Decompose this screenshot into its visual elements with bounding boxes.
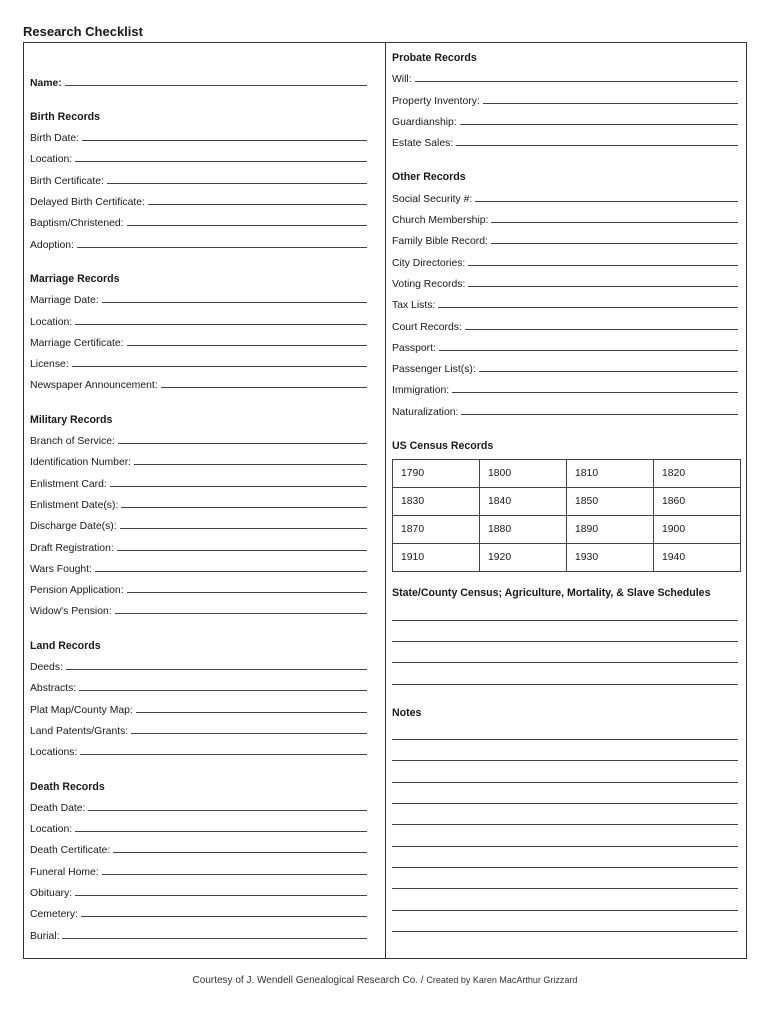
- field-label: Passport:: [392, 342, 436, 354]
- form-field[interactable]: [30, 532, 367, 553]
- field-label: Branch of Service:: [30, 436, 115, 448]
- fill-line[interactable]: [107, 183, 367, 184]
- birth-fields: [30, 123, 367, 251]
- census-row: [393, 488, 741, 516]
- fill-line[interactable]: [127, 345, 367, 346]
- form-field[interactable]: [30, 349, 367, 370]
- form-field[interactable]: [30, 737, 367, 758]
- field-label: Draft Registration:: [30, 542, 114, 554]
- fill-line[interactable]: [81, 916, 367, 917]
- fill-line[interactable]: [117, 550, 367, 551]
- census-year-cell[interactable]: 1910: [393, 544, 480, 572]
- blank-line[interactable]: [392, 719, 738, 740]
- fill-line[interactable]: [136, 712, 367, 713]
- form-field[interactable]: [30, 468, 367, 489]
- field-label: Property Inventory:: [392, 95, 480, 107]
- field-label: Immigration:: [392, 385, 450, 397]
- birth-records-heading: Birth Records: [30, 110, 101, 123]
- field-label: Land Patents/Grants:: [30, 725, 129, 737]
- field-label: License:: [30, 359, 69, 371]
- fill-line[interactable]: [72, 366, 367, 367]
- form-field[interactable]: [30, 490, 367, 511]
- other-records-heading: Other Records: [392, 171, 466, 184]
- state-census-lines: [392, 599, 738, 684]
- blank-line[interactable]: [392, 663, 738, 684]
- census-year-cell[interactable]: 1810: [567, 460, 654, 488]
- field-label: Death Certificate:: [30, 845, 111, 857]
- census-year-cell[interactable]: 1860: [654, 488, 741, 516]
- fill-line[interactable]: [161, 387, 367, 388]
- field-label: Birth Date:: [30, 133, 80, 145]
- form-field[interactable]: [392, 205, 738, 226]
- form-field[interactable]: [30, 229, 367, 250]
- blank-line[interactable]: [392, 804, 738, 825]
- form-field[interactable]: [30, 144, 367, 165]
- field-label: Tax Lists:: [392, 300, 436, 312]
- form-field[interactable]: [30, 208, 367, 229]
- field-label: Estate Sales:: [392, 138, 454, 150]
- form-field[interactable]: [392, 354, 738, 375]
- fill-line[interactable]: [120, 528, 367, 529]
- field-label: Deeds:: [30, 662, 63, 674]
- land-records-heading: Land Records: [30, 639, 101, 652]
- field-label: Location:: [30, 154, 73, 166]
- blank-line[interactable]: [392, 642, 738, 663]
- footer-courtesy: Courtesy of J. Wendell Genealogical Research Co.: [192, 975, 419, 986]
- field-label: Voting Records:: [392, 278, 466, 290]
- marriage-fields: [30, 285, 367, 391]
- fill-line[interactable]: [468, 265, 738, 266]
- form-field[interactable]: [30, 814, 367, 835]
- field-label: Abstracts:: [30, 683, 77, 695]
- field-label: Wars Fought:: [30, 563, 92, 575]
- form-field[interactable]: [392, 375, 738, 396]
- form-field[interactable]: [30, 370, 367, 391]
- fill-line[interactable]: [461, 414, 738, 415]
- fill-line[interactable]: [456, 145, 738, 146]
- name-field[interactable]: [30, 67, 367, 88]
- fill-line[interactable]: [460, 124, 738, 125]
- fill-line[interactable]: [415, 81, 738, 82]
- form-field[interactable]: [392, 64, 738, 85]
- field-label: Passenger List(s):: [392, 364, 476, 376]
- notes-lines: [392, 719, 738, 932]
- form-field[interactable]: [392, 290, 738, 311]
- fill-line[interactable]: [475, 201, 738, 202]
- census-year-cell[interactable]: 1820: [654, 460, 741, 488]
- field-label: Plat Map/County Map:: [30, 704, 133, 716]
- fill-line[interactable]: [88, 810, 367, 811]
- fill-line[interactable]: [468, 286, 738, 287]
- fill-line[interactable]: [80, 754, 367, 755]
- form-field[interactable]: [30, 285, 367, 306]
- form-field[interactable]: [392, 226, 738, 247]
- other-fields: [392, 183, 738, 417]
- page-title: Research Checklist: [23, 24, 143, 39]
- fill-line[interactable]: [75, 161, 367, 162]
- fill-line[interactable]: [131, 733, 367, 734]
- fill-line[interactable]: [65, 85, 367, 86]
- census-row: [393, 460, 741, 488]
- fill-line[interactable]: [148, 204, 367, 205]
- census-year-cell[interactable]: 1920: [480, 544, 567, 572]
- field-label: Adoption:: [30, 239, 74, 251]
- form-field[interactable]: [30, 899, 367, 920]
- fill-line[interactable]: [75, 895, 367, 896]
- fill-line[interactable]: [121, 507, 367, 508]
- field-label: Marriage Date:: [30, 295, 99, 307]
- field-label: City Directories:: [392, 257, 466, 269]
- fill-line[interactable]: [452, 392, 738, 393]
- form-field[interactable]: [392, 107, 738, 128]
- field-label: Locations:: [30, 747, 78, 759]
- form-field[interactable]: [30, 447, 367, 468]
- fill-line[interactable]: [127, 225, 367, 226]
- fill-line[interactable]: [118, 443, 367, 444]
- fill-line[interactable]: [75, 831, 367, 832]
- field-label: Will:: [392, 74, 412, 86]
- fill-line[interactable]: [102, 302, 367, 303]
- field-label: Identification Number:: [30, 457, 132, 469]
- form-field[interactable]: [30, 575, 367, 596]
- fill-line[interactable]: [110, 486, 367, 487]
- field-label: Newspaper Announcement:: [30, 380, 158, 392]
- census-row: [393, 516, 741, 544]
- column-divider: [385, 42, 386, 959]
- form-field[interactable]: [30, 835, 367, 856]
- field-label: Guardianship:: [392, 116, 457, 128]
- left-column: [30, 46, 367, 942]
- probate-records-heading: Probate Records: [392, 52, 477, 64]
- form-field[interactable]: [30, 920, 367, 941]
- right-column: [392, 46, 738, 932]
- field-label: Enlistment Card:: [30, 478, 107, 490]
- form-field[interactable]: [30, 694, 367, 715]
- blank-line[interactable]: [392, 599, 738, 620]
- blank-line[interactable]: [392, 868, 738, 889]
- field-label: Location:: [30, 824, 73, 836]
- field-label: Family Bible Record:: [392, 236, 488, 248]
- footer: [0, 975, 770, 986]
- fill-line[interactable]: [439, 350, 738, 351]
- form-field[interactable]: [30, 187, 367, 208]
- form-field[interactable]: [30, 426, 367, 447]
- form-field[interactable]: [30, 328, 367, 349]
- field-label: Obituary:: [30, 887, 73, 899]
- field-label: Funeral Home:: [30, 866, 99, 878]
- form-field[interactable]: [392, 333, 738, 354]
- form-field[interactable]: [30, 673, 367, 694]
- fill-line[interactable]: [483, 103, 738, 104]
- field-label: Death Date:: [30, 802, 86, 814]
- field-label: Church Membership:: [392, 215, 489, 227]
- blank-line[interactable]: [392, 847, 738, 868]
- blank-line[interactable]: [392, 911, 738, 932]
- form-field[interactable]: [30, 123, 367, 144]
- marriage-records-heading: Marriage Records: [30, 272, 120, 285]
- form-field[interactable]: [392, 128, 738, 149]
- form-field[interactable]: [392, 311, 738, 332]
- fill-line[interactable]: [115, 613, 367, 614]
- death-fields: [30, 793, 367, 942]
- military-records-heading: Military Records: [30, 413, 113, 426]
- form-field[interactable]: [392, 85, 738, 106]
- census-row: [393, 544, 741, 572]
- death-records-heading: Death Records: [30, 780, 105, 793]
- blank-line[interactable]: [392, 825, 738, 846]
- census-year-cell[interactable]: 1790: [393, 460, 480, 488]
- field-label: Burial:: [30, 930, 60, 942]
- form-field[interactable]: [30, 856, 367, 877]
- notes-heading: Notes: [392, 706, 422, 719]
- fill-line[interactable]: [127, 592, 367, 593]
- form-field[interactable]: [392, 247, 738, 268]
- field-label: Baptism/Christened:: [30, 218, 124, 230]
- form-field[interactable]: [30, 554, 367, 575]
- fill-line[interactable]: [465, 329, 738, 330]
- field-label: Social Security #:: [392, 193, 473, 205]
- fill-line[interactable]: [75, 324, 367, 325]
- form-field[interactable]: [30, 793, 367, 814]
- fill-line[interactable]: [479, 371, 738, 372]
- census-year-cell[interactable]: 1840: [480, 488, 567, 516]
- military-fields: [30, 426, 367, 618]
- form-field[interactable]: [30, 596, 367, 617]
- footer-separator: /: [418, 975, 427, 986]
- form-field[interactable]: [392, 269, 738, 290]
- field-label: Delayed Birth Certificate:: [30, 197, 145, 209]
- field-label: Marriage Certificate:: [30, 337, 124, 349]
- census-year-cell[interactable]: 1800: [480, 460, 567, 488]
- form-field[interactable]: [392, 396, 738, 417]
- form-field[interactable]: [30, 652, 367, 673]
- form-field[interactable]: [30, 306, 367, 327]
- probate-fields: [392, 64, 738, 149]
- blank-line[interactable]: [392, 761, 738, 782]
- form-field[interactable]: [30, 716, 367, 737]
- blank-line[interactable]: [392, 783, 738, 804]
- field-label: Court Records:: [392, 321, 462, 333]
- field-label: Pension Application:: [30, 585, 124, 597]
- fill-line[interactable]: [62, 938, 367, 939]
- form-field[interactable]: [30, 878, 367, 899]
- fill-line[interactable]: [134, 464, 367, 465]
- fill-line[interactable]: [102, 874, 367, 875]
- census-year-cell[interactable]: 1880: [480, 516, 567, 544]
- blank-line[interactable]: [392, 889, 738, 910]
- fill-line[interactable]: [113, 852, 367, 853]
- census-table: [392, 459, 741, 572]
- fill-line[interactable]: [438, 307, 738, 308]
- census-year-cell[interactable]: 1890: [567, 516, 654, 544]
- census-year-cell[interactable]: 1850: [567, 488, 654, 516]
- form-field[interactable]: [392, 183, 738, 204]
- blank-line[interactable]: [392, 740, 738, 761]
- state-census-heading: State/County Census; Agriculture, Mortality, & Slave Schedules: [392, 587, 711, 600]
- census-year-cell[interactable]: 1930: [567, 544, 654, 572]
- field-label: Cemetery:: [30, 909, 78, 921]
- fill-line[interactable]: [82, 140, 367, 141]
- census-year-cell[interactable]: 1940: [654, 544, 741, 572]
- field-label: Birth Certificate:: [30, 175, 104, 187]
- fill-line[interactable]: [491, 243, 738, 244]
- footer-credit: Created by Karen MacArthur Grizzard: [426, 975, 578, 985]
- us-census-heading: US Census Records: [392, 440, 494, 453]
- fill-line[interactable]: [95, 571, 367, 572]
- fill-line[interactable]: [491, 222, 738, 223]
- field-label: Widow's Pension:: [30, 606, 112, 618]
- field-label: Discharge Date(s):: [30, 521, 117, 533]
- census-year-cell[interactable]: 1900: [654, 516, 741, 544]
- land-fields: [30, 652, 367, 758]
- field-label: Naturalization:: [392, 406, 459, 418]
- form-field[interactable]: [30, 511, 367, 532]
- blank-line[interactable]: [392, 621, 738, 642]
- census-year-cell[interactable]: 1830: [393, 488, 480, 516]
- name-label: Name:: [30, 77, 62, 89]
- census-year-cell[interactable]: 1870: [393, 516, 480, 544]
- field-label: Enlistment Date(s):: [30, 499, 119, 511]
- fill-line[interactable]: [79, 690, 367, 691]
- form-field[interactable]: [30, 165, 367, 186]
- field-label: Location:: [30, 316, 73, 328]
- fill-line[interactable]: [66, 669, 367, 670]
- fill-line[interactable]: [77, 247, 367, 248]
